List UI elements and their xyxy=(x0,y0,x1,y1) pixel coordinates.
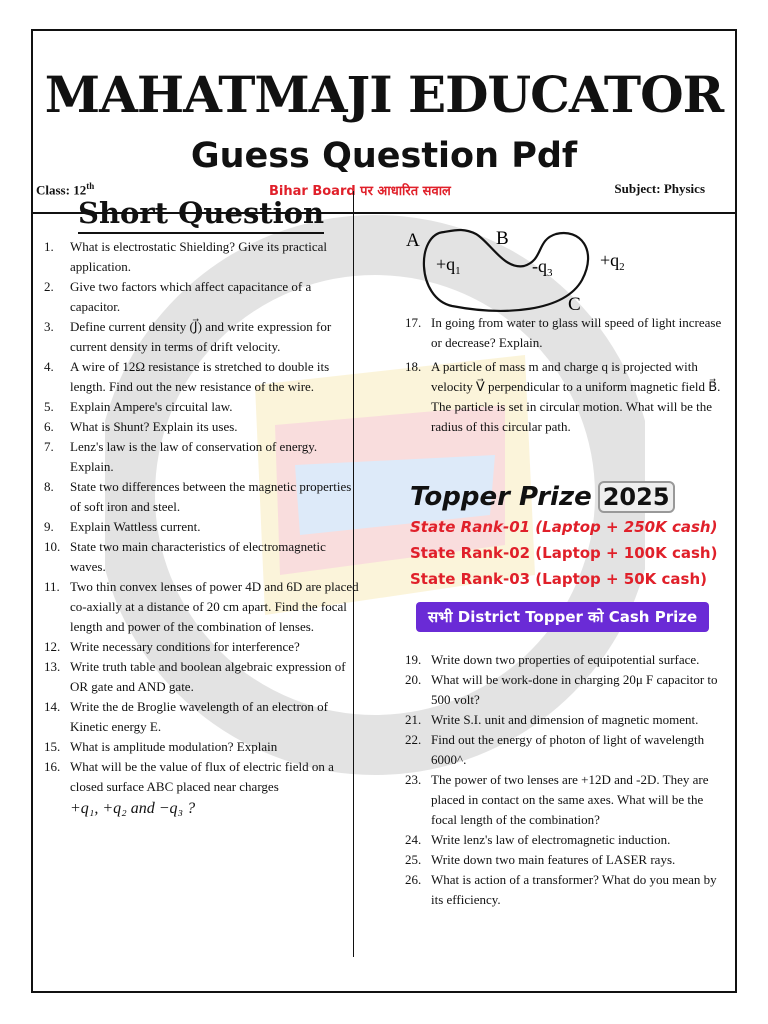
list-item xyxy=(44,237,362,277)
question-number: 16. xyxy=(44,759,61,774)
list-item xyxy=(405,357,730,437)
question-text: In going from water to glass will speed of light increase or decrease? Explain. xyxy=(431,315,722,350)
question-text: What is electrostatic Shielding? Give its practical application. xyxy=(70,239,328,274)
figure-charge-q2: $+q_2$ xyxy=(600,250,625,273)
question-number: 15. xyxy=(44,739,61,754)
question-text: Write S.I. unit and dimension of magnetic moment. xyxy=(431,712,699,727)
question-text: Explain Wattless current. xyxy=(70,519,201,534)
question-number: 17. xyxy=(405,315,422,330)
q16-charges: +q₁, +q₂ and −q₃ ? xyxy=(70,800,196,817)
subject-label: Subject: Physics xyxy=(614,181,705,196)
district-prize-badge: सभी District Topper को Cash Prize xyxy=(416,602,709,632)
list-item xyxy=(44,757,362,797)
list-item xyxy=(44,577,362,637)
list-item xyxy=(44,417,362,437)
list-item xyxy=(44,477,362,517)
question-text: A wire of 12Ω resistance is stretched to double its length. Find out the new resistance of the wire. xyxy=(70,359,330,394)
list-item xyxy=(44,637,362,657)
question-text: Write the de Broglie wavelength of an electron of Kinetic energy E. xyxy=(70,699,328,734)
page-title: MAHATMAJI EDUCATOR xyxy=(44,65,724,124)
figure-charge-q1: $+q_1$ xyxy=(436,254,461,277)
question-number: 22. xyxy=(405,732,422,747)
question-number: 12. xyxy=(44,639,61,654)
list-item xyxy=(405,313,730,353)
list-item xyxy=(44,517,362,537)
question-number: 8. xyxy=(44,479,54,494)
board-note: Bihar Board पर आधारित सवाल xyxy=(269,184,451,199)
question-number: 26. xyxy=(405,872,422,887)
list-item xyxy=(405,850,730,870)
question-text: Write down two properties of equipotential surface. xyxy=(431,652,700,667)
question-text: Write necessary conditions for interference? xyxy=(70,639,300,654)
page-subtitle: Guess Question Pdf xyxy=(190,136,578,176)
list-item xyxy=(44,657,362,697)
list-item xyxy=(44,437,362,477)
question-text: Two thin convex lenses of power 4D and 6D are placed co-axially at a distance of 20 cm apart. Find the focal length and power of the combination of lenses. xyxy=(70,579,359,634)
question-text: Find out the energy of photon of light of wavelength 6000^. xyxy=(431,732,705,767)
class-label: Class: 12th xyxy=(36,181,95,198)
question-text: What will be work-done in charging 20μ F capacitor to 500 volt? xyxy=(431,672,718,707)
list-item xyxy=(405,710,730,730)
question-number: 10. xyxy=(44,539,61,554)
question-number: 5. xyxy=(44,399,54,414)
question-text: Write lenz's law of electromagnetic induction. xyxy=(431,832,671,847)
question-text: What is action of a transformer? What do you mean by its efficiency. xyxy=(431,872,717,907)
question-text: The power of two lenses are +12D and -2D. They are placed in contact on the same axes. What will be the focal length of the combination? xyxy=(431,772,709,827)
list-item xyxy=(405,670,730,710)
question-text: Write truth table and boolean algebraic expression of OR gate and AND gate. xyxy=(70,659,346,694)
list-item xyxy=(44,397,362,417)
left-column xyxy=(44,195,362,819)
topper-prize-box xyxy=(410,480,730,632)
question-text: Write down two main features of LASER rays. xyxy=(431,852,676,867)
question-text: State two differences between the magnetic properties of soft iron and steel. xyxy=(70,479,352,514)
question-number: 1. xyxy=(44,239,54,254)
rank-item: State Rank-02 (Laptop + 100K cash) xyxy=(410,544,718,562)
question-number: 9. xyxy=(44,519,54,534)
topper-year: 2025 xyxy=(598,481,675,513)
question-text: Give two factors which affect capacitance of a capacitor. xyxy=(70,279,312,314)
topper-title: Topper Prize xyxy=(410,482,592,512)
rank-item: State Rank-03 (Laptop + 50K cash) xyxy=(410,570,708,588)
list-item xyxy=(405,730,730,770)
question-number: 25. xyxy=(405,852,422,867)
charge-figure xyxy=(404,220,670,316)
question-number: 18. xyxy=(405,359,422,374)
question-text: What is Shunt? Explain its uses. xyxy=(70,419,238,434)
question-number: 4. xyxy=(44,359,54,374)
right-column-top xyxy=(405,313,730,441)
figure-label-b: B xyxy=(496,228,509,249)
question-number: 14. xyxy=(44,699,61,714)
question-number: 13. xyxy=(44,659,61,674)
question-number: 3. xyxy=(44,319,54,334)
question-number: 11. xyxy=(44,579,60,594)
list-item xyxy=(44,277,362,317)
question-text: Explain Ampere's circuital law. xyxy=(70,399,233,414)
list-item xyxy=(44,357,362,397)
list-item xyxy=(44,799,362,819)
question-number: 24. xyxy=(405,832,422,847)
list-item xyxy=(44,317,362,357)
right-column-bottom xyxy=(405,650,730,910)
question-number: 19. xyxy=(405,652,422,667)
question-text: What will be the value of flux of electric field on a closed surface ABC placed near charges xyxy=(70,759,334,794)
list-item xyxy=(44,697,362,737)
question-text: Define current density (J⃗) and write expression for current density in terms of drift velocity. xyxy=(70,319,332,354)
rank-item: State Rank-01 (Laptop + 250K cash) xyxy=(410,518,718,536)
list-item xyxy=(44,737,362,757)
list-item xyxy=(405,770,730,830)
question-number: 23. xyxy=(405,772,422,787)
question-number: 7. xyxy=(44,439,54,454)
question-number: 6. xyxy=(44,419,54,434)
question-number: 21. xyxy=(405,712,422,727)
question-text: State two main characteristics of electromagnetic waves. xyxy=(70,539,326,574)
list-item xyxy=(44,537,362,577)
question-text: A particle of mass m and charge q is projected with velocity V⃗ perpendicular to a uniform magnetic field B⃗. The particle is set in circular motion. What will be the radius of this circular path. xyxy=(431,359,721,434)
header xyxy=(33,31,735,214)
question-number: 20. xyxy=(405,672,422,687)
figure-charge-q3: $-q_3$ xyxy=(532,256,553,279)
figure-label-a: A xyxy=(406,230,420,251)
section-title: Short Question xyxy=(44,195,362,231)
list-item xyxy=(405,870,730,910)
question-text: What is amplitude modulation? Explain xyxy=(70,739,278,754)
question-number: 2. xyxy=(44,279,54,294)
list-item xyxy=(405,650,730,670)
figure-label-c: C xyxy=(568,294,581,315)
list-item xyxy=(405,830,730,850)
topper-heading xyxy=(410,480,730,514)
question-text: Lenz's law is the law of conservation of energy. Explain. xyxy=(70,439,318,474)
